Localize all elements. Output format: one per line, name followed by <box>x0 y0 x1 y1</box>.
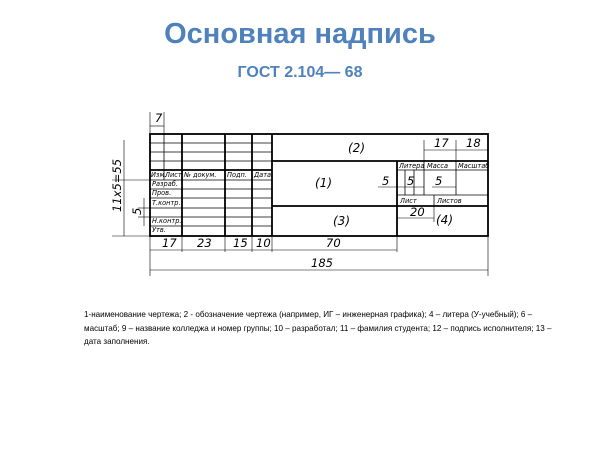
dim-label-18: 18 <box>466 136 481 150</box>
field-label-1: (1) <box>315 176 332 190</box>
dim-label-15: 15 <box>233 236 248 250</box>
label-prov: Пров. <box>152 189 172 197</box>
label-litera: Литера <box>399 162 425 170</box>
field-label-3: (3) <box>333 214 350 228</box>
dim-label-23: 23 <box>197 236 212 250</box>
dimension-5-left <box>130 198 150 226</box>
label-podp: Подп. <box>227 171 247 179</box>
label-masshtab: Масштаб <box>458 162 490 170</box>
dim-label-17-bottom: 17 <box>162 236 177 250</box>
field-label-2: (2) <box>348 141 365 155</box>
label-t-kontr: Т.контр. <box>152 199 181 207</box>
label-izm: Изм. <box>151 171 167 179</box>
dim-label-5-c: 5 <box>435 174 443 188</box>
dim-label-185: 185 <box>311 256 333 270</box>
dim-label-5-a: 5 <box>382 174 390 188</box>
description-text: 1-наименование чертежа; 2 - обозначение чертежа (например, ИГ – инженерная графика); 4 – литера (У-учебный); 6 – масштаб; 9 – название колледжа и номер группы; 10 – разработал; 11 – фамилия студента; 12 – подпись исполнителя; 13 – дата заполнения. <box>84 310 552 347</box>
label-n-kontr: Н.контр. <box>152 217 182 225</box>
dimension-20 <box>397 205 434 222</box>
label-data: Дата <box>254 171 272 179</box>
page-title: Основная надпись <box>164 18 436 50</box>
dim-label-11x5: 11х5=55 <box>110 158 124 212</box>
label-list-right: Лист <box>400 197 417 205</box>
dim-label-20: 20 <box>410 205 425 219</box>
label-list: Лист <box>165 171 182 179</box>
label-razrab: Разраб. <box>152 180 178 188</box>
dimension-chain-bottom <box>150 236 488 276</box>
dim-label-5-b: 5 <box>407 174 415 188</box>
dimension-17-18 <box>424 136 488 161</box>
dim-label-70: 70 <box>326 236 341 250</box>
label-massa: Масса <box>427 162 449 170</box>
page-subtitle: ГОСТ 2.104— 68 <box>237 64 363 81</box>
label-doc-num: № докум. <box>184 171 217 179</box>
dim-label-10: 10 <box>256 236 271 250</box>
dimension-7 <box>150 111 164 134</box>
dimension-5-row <box>378 174 456 188</box>
label-utv: Утв. <box>152 226 166 234</box>
dim-label-17-top: 17 <box>434 136 449 150</box>
dim-label-7: 7 <box>155 111 163 125</box>
label-listov: Листов <box>437 197 462 205</box>
dim-label-5-left: 5 <box>130 207 144 215</box>
field-label-4: (4) <box>436 213 453 227</box>
